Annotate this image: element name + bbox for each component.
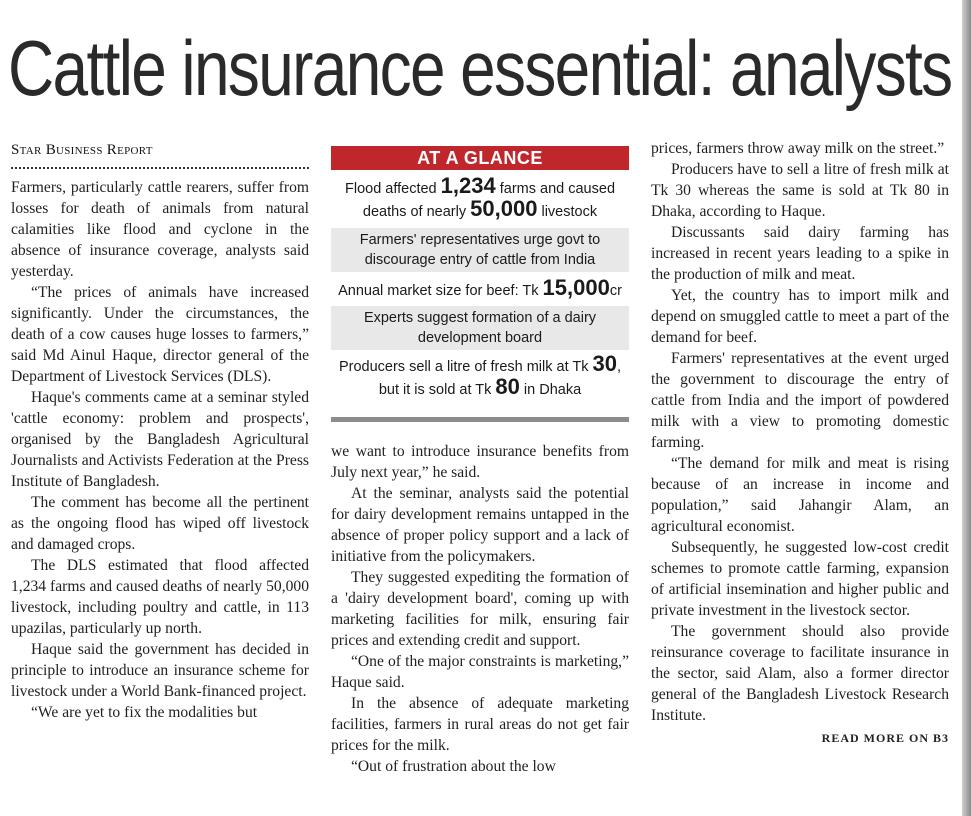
paragraph: Discussants said dairy farming has increased in recent years leading to a spike in the production of milk and meat. <box>651 224 949 283</box>
glance-figure: 15,000 <box>542 274 610 300</box>
byline: Star Business Report <box>11 142 153 158</box>
glance-text: farms and caused deaths of nearly <box>362 181 616 220</box>
paragraph: Yet, the country has to import milk and depend on smuggled cattle to meet a part of the demand for beef. <box>651 287 949 346</box>
column-2 <box>331 441 629 777</box>
glance-text: Flood affected <box>344 181 441 197</box>
paragraph: The government should also provide reinsurance coverage to facilitate insurance in the sector, said Alam, also a former director general of the Bangladesh Livestock Research Institute. <box>651 623 949 724</box>
headline: Cattle insurance essential: analysts <box>8 24 952 112</box>
paragraph: Farmers' representatives at the event urged the government to discourage the entry of cattle from India and the import of powdered milk with a view to promoting domestic farming. <box>651 350 949 451</box>
paragraph: Subsequently, he suggested low-cost credit schemes to promote cattle farming, expansion of artificial insemination and higher public and private investment in the livestock sector. <box>651 539 949 619</box>
paragraph: “One of the major constraints is marketing,” Haque said. <box>331 653 629 691</box>
page-edge <box>962 0 971 816</box>
paragraph: The comment has become all the pertinent as the ongoing flood has wiped off livestock and damaged crops. <box>11 494 309 553</box>
glance-text: livestock <box>537 204 598 220</box>
paragraph: “Out of frustration about the low <box>351 758 556 775</box>
paragraph: we want to introduce insurance benefits from July next year,” he said. <box>331 443 629 481</box>
paragraph: At the seminar, analysts said the potential for dairy development remains untapped in the absence of proper policy support and a lack of initiative from the policymakers. <box>331 485 629 565</box>
glance-text: Farmers' representatives urge govt to discourage entry of cattle from India <box>359 232 601 268</box>
paragraph: They suggested expediting the formation of a 'dairy development board', coming up with marketing facilities for milk, ensuring fair prices and extending credit and support. <box>331 569 629 649</box>
glance-figure: 50,000 <box>470 196 538 221</box>
glance-text: in Dhaka <box>519 382 582 398</box>
paragraph: In the absence of adequate marketing facilities, farmers in rural areas do not get fair prices for the milk. <box>331 695 629 754</box>
at-a-glance-box <box>331 146 629 422</box>
glance-figure: 80 <box>495 374 520 399</box>
column-3 <box>651 138 949 749</box>
glance-item-beef-market <box>331 272 629 306</box>
glance-title: AT A GLANCE <box>331 146 629 170</box>
read-more-link[interactable]: READ MORE ON B3 <box>821 731 949 745</box>
glance-bottom-rule <box>331 417 629 422</box>
paragraph: Farmers, particularly cattle rearers, suffer from losses for death of animals from natural calamities like flood and cyclone in the absence of insurance coverage, analysts said yesterday. <box>11 179 309 280</box>
glance-text: , but it is sold at Tk <box>378 359 622 398</box>
paragraph: Producers have to sell a litre of fresh milk at Tk 30 whereas the same is sold at Tk 80 in Dhaka, according to Haque. <box>651 161 949 220</box>
glance-item-milk-price <box>331 350 629 404</box>
byline-divider <box>11 167 309 169</box>
paragraph: Haque's comments came at a seminar styled 'cattle economy: problem and prospects', organised by the Bangladesh Agricultural Journalists and Activists Federation at the Press Institute of Bangladesh. <box>11 389 309 490</box>
glance-figure: 1,234 <box>440 173 496 198</box>
glance-text: Producers sell a litre of fresh milk at Tk <box>338 359 593 375</box>
glance-item-flood <box>331 170 629 228</box>
glance-text: cr <box>609 282 622 299</box>
paragraph: “The demand for milk and meat is rising because of an increase in income and population,” said Jahangir Alam, an agricultural economist. <box>651 455 949 535</box>
paragraph: Haque said the government has decided in principle to introduce an insurance scheme for livestock under a World Bank-financed project. <box>11 641 309 700</box>
glance-text: Annual market size for beef: Tk <box>338 282 543 299</box>
paragraph: “We are yet to fix the modalities but <box>31 704 258 721</box>
paragraph: The DLS estimated that flood affected 1,234 farms and caused deaths of nearly 50,000 livestock, including poultry and cattle, in 113 upazilas, particularly up north. <box>11 557 309 637</box>
column-1 <box>11 138 309 723</box>
glance-item-farmers <box>331 228 629 272</box>
glance-item-dairy-board <box>331 306 629 350</box>
paragraph: prices, farmers throw away milk on the street.” <box>651 140 945 157</box>
glance-figure: 30 <box>592 351 618 376</box>
glance-text: Experts suggest formation of a dairy development board <box>363 310 597 346</box>
paragraph: “The prices of animals have increased significantly. Under the circumstances, the death of a cow causes huge losses to farmers,” said Md Ainul Haque, director general of the Department of Livestock Services (DLS). <box>11 284 309 385</box>
